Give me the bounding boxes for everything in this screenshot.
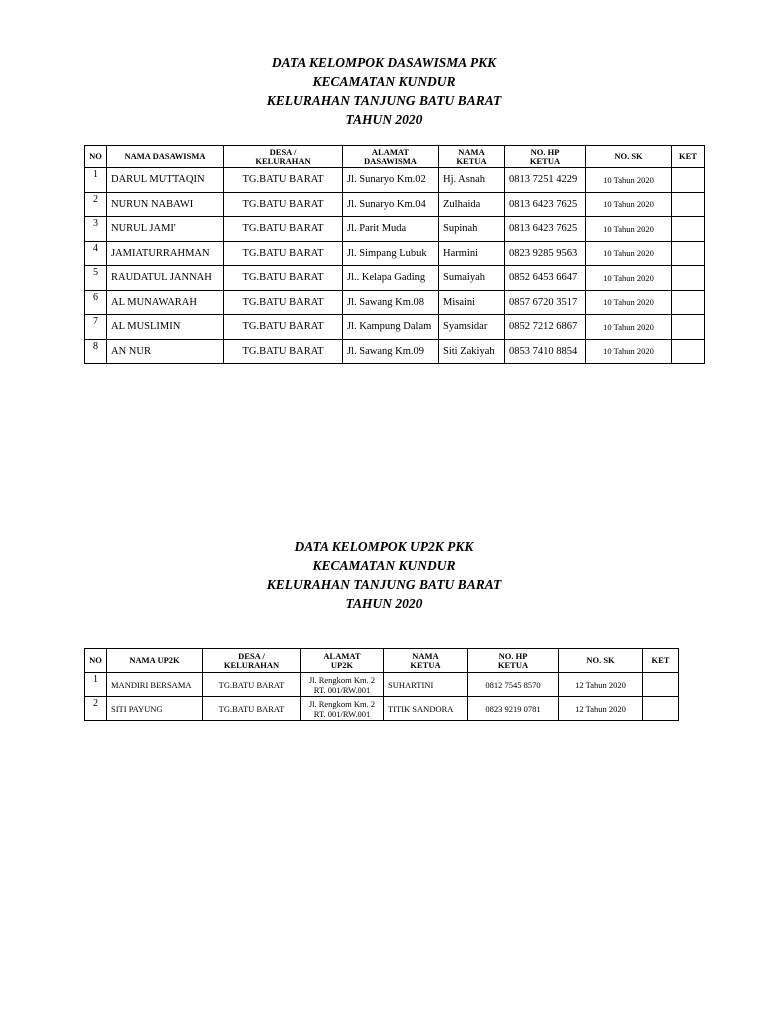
row-no: 4	[85, 241, 107, 266]
row-no: 2	[85, 192, 107, 217]
row-hp: 0823 9285 9563	[505, 241, 586, 266]
row-hp: 0852 6453 6647	[505, 266, 586, 291]
header-no: NO	[85, 146, 107, 168]
row-ket	[672, 192, 705, 217]
row-no: 7	[85, 315, 107, 340]
header-alamat: ALAMAT DASAWISMA	[343, 146, 439, 168]
row-sk: 10 Tahun 2020	[586, 192, 672, 217]
row-ketua: Harmini	[439, 241, 505, 266]
row-ketua: Zulhaida	[439, 192, 505, 217]
row-hp: 0813 7251 4229	[505, 168, 586, 193]
header-alamat: ALAMAT UP2K	[301, 649, 384, 673]
row-ketua: Syamsidar	[439, 315, 505, 340]
row-alamat: Jl. Sawang Km.08	[343, 290, 439, 315]
dasawisma-header-row	[85, 146, 705, 168]
table-row	[85, 168, 705, 193]
row-sk: 10 Tahun 2020	[586, 315, 672, 340]
row-nama: NURUL JAMI'	[107, 217, 224, 242]
row-desa: TG.BATU BARAT	[224, 266, 343, 291]
dasawisma-title-block	[0, 53, 768, 129]
up2k-header-row	[85, 649, 679, 673]
header-sk: NO. SK	[586, 146, 672, 168]
row-alamat: Jl. Simpang Lubuk	[343, 241, 439, 266]
dasawisma-title: DATA KELOMPOK DASAWISMA PKK	[271, 55, 497, 70]
row-desa: TG.BATU BARAT	[224, 315, 343, 340]
header-sk: NO. SK	[559, 649, 643, 673]
row-ket	[672, 168, 705, 193]
header-desa: DESA / KELURAHAN	[224, 146, 343, 168]
header-ket: KET	[643, 649, 679, 673]
row-hp: 0853 7410 8854	[505, 339, 586, 364]
row-ketua: Sumaiyah	[439, 266, 505, 291]
row-ketua: Siti Zakiyah	[439, 339, 505, 364]
row-ket	[643, 697, 679, 721]
row-no: 1	[85, 168, 107, 193]
row-sk: 10 Tahun 2020	[586, 266, 672, 291]
row-alamat: Jl. Sunaryo Km.02	[343, 168, 439, 193]
row-hp: 0857 6720 3517	[505, 290, 586, 315]
row-nama: AL MUNAWARAH	[107, 290, 224, 315]
row-ket	[672, 217, 705, 242]
row-sk: 12 Tahun 2020	[559, 697, 643, 721]
row-desa: TG.BATU BARAT	[224, 217, 343, 242]
row-ketua: Supinah	[439, 217, 505, 242]
row-sk: 10 Tahun 2020	[586, 290, 672, 315]
row-hp: 0812 7545 8570	[468, 673, 559, 697]
row-sk: 12 Tahun 2020	[559, 673, 643, 697]
table-row	[85, 241, 705, 266]
header-nama: NAMA DASAWISMA	[107, 146, 224, 168]
row-ket	[672, 339, 705, 364]
table-row	[85, 697, 679, 721]
row-sk: 10 Tahun 2020	[586, 217, 672, 242]
table-row	[85, 266, 705, 291]
dasawisma-table	[84, 145, 705, 364]
row-nama: SITI PAYUNG	[107, 697, 203, 721]
row-hp: 0852 7212 6867	[505, 315, 586, 340]
header-desa: DESA / KELURAHAN	[203, 649, 301, 673]
row-alamat: Jl.. Kelapa Gading	[343, 266, 439, 291]
header-ket: KET	[672, 146, 705, 168]
row-ketua: SUHARTINI	[384, 673, 468, 697]
row-nama: NURUN NABAWI	[107, 192, 224, 217]
header-hp: NO. HP KETUA	[468, 649, 559, 673]
row-nama: DARUL MUTTAQIN	[107, 168, 224, 193]
row-alamat: Jl. Sunaryo Km.04	[343, 192, 439, 217]
up2k-subtitle-tahun: TAHUN 2020	[345, 596, 423, 611]
table-row	[85, 217, 705, 242]
row-alamat: Jl. Sawang Km.09	[343, 339, 439, 364]
table-row	[85, 290, 705, 315]
row-desa: TG.BATU BARAT	[224, 339, 343, 364]
row-ket	[672, 266, 705, 291]
row-ketua: Misaini	[439, 290, 505, 315]
row-no: 6	[85, 290, 107, 315]
dasawisma-subtitle-tahun: TAHUN 2020	[345, 112, 423, 127]
row-hp: 0813 6423 7625	[505, 217, 586, 242]
row-ket	[643, 673, 679, 697]
up2k-title-block	[0, 537, 768, 613]
row-no: 3	[85, 217, 107, 242]
row-ketua: Hj. Asnah	[439, 168, 505, 193]
row-desa: TG.BATU BARAT	[224, 290, 343, 315]
row-desa: TG.BATU BARAT	[224, 192, 343, 217]
row-alamat: Jl. Parit Muda	[343, 217, 439, 242]
row-nama: AL MUSLIMIN	[107, 315, 224, 340]
up2k-subtitle-kelurahan: KELURAHAN TANJUNG BATU BARAT	[266, 577, 502, 592]
header-nama: NAMA UP2K	[107, 649, 203, 673]
header-ketua: NAMA KETUA	[439, 146, 505, 168]
row-no: 1	[85, 673, 107, 697]
row-ketua: TITIK SANDORA	[384, 697, 468, 721]
row-sk: 10 Tahun 2020	[586, 339, 672, 364]
up2k-subtitle-kecamatan: KECAMATAN KUNDUR	[312, 558, 456, 573]
up2k-table	[84, 648, 679, 721]
row-alamat: Jl. Kampung Dalam	[343, 315, 439, 340]
row-alamat: Jl. Rengkom Km. 2 RT. 001/RW.001	[301, 673, 384, 697]
up2k-title: DATA KELOMPOK UP2K PKK	[294, 539, 474, 554]
row-hp: 0813 6423 7625	[505, 192, 586, 217]
row-desa: TG.BATU BARAT	[203, 697, 301, 721]
table-row	[85, 192, 705, 217]
row-no: 8	[85, 339, 107, 364]
row-desa: TG.BATU BARAT	[203, 673, 301, 697]
row-desa: TG.BATU BARAT	[224, 241, 343, 266]
header-ketua: NAMA KETUA	[384, 649, 468, 673]
header-no: NO	[85, 649, 107, 673]
table-row	[85, 339, 705, 364]
header-hp: NO. HP KETUA	[505, 146, 586, 168]
row-sk: 10 Tahun 2020	[586, 168, 672, 193]
dasawisma-subtitle-kelurahan: KELURAHAN TANJUNG BATU BARAT	[266, 93, 502, 108]
dasawisma-subtitle-kecamatan: KECAMATAN KUNDUR	[312, 74, 456, 89]
row-no: 2	[85, 697, 107, 721]
row-hp: 0823 9219 0781	[468, 697, 559, 721]
row-ket	[672, 290, 705, 315]
table-row	[85, 315, 705, 340]
row-nama: MANDIRI BERSAMA	[107, 673, 203, 697]
row-alamat: Jl. Rengkom Km. 2 RT. 001/RW.001	[301, 697, 384, 721]
row-sk: 10 Tahun 2020	[586, 241, 672, 266]
row-desa: TG.BATU BARAT	[224, 168, 343, 193]
row-nama: JAMIATURRAHMAN	[107, 241, 224, 266]
row-nama: AN NUR	[107, 339, 224, 364]
table-row	[85, 673, 679, 697]
row-nama: RAUDATUL JANNAH	[107, 266, 224, 291]
row-no: 5	[85, 266, 107, 291]
row-ket	[672, 315, 705, 340]
row-ket	[672, 241, 705, 266]
